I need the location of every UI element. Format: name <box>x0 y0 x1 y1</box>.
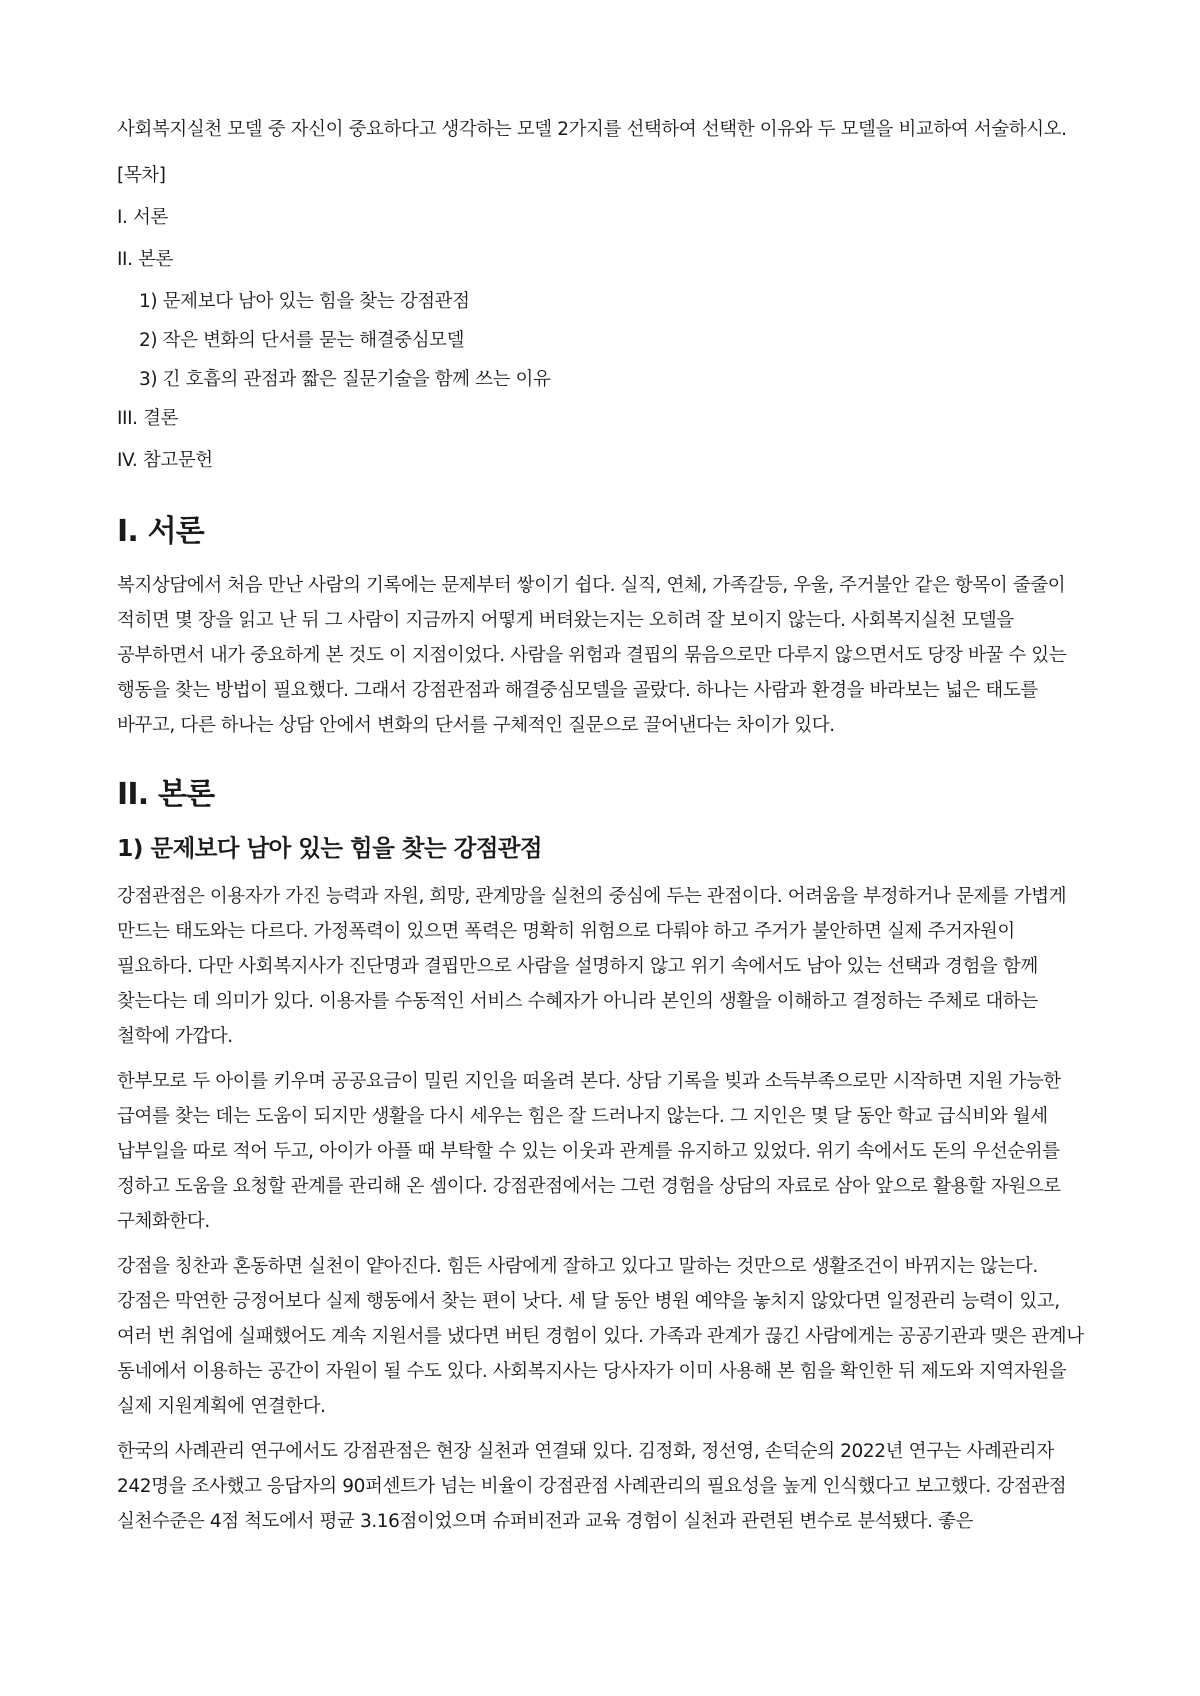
toc-subitem: 3) 긴 호흡의 관점과 짧은 질문기술을 함께 쓰는 이유 <box>139 369 551 390</box>
body-paragraph: 강점을 칭찬과 혼동하면 실천이 얕아진다. 힘든 사람에게 잘하고 있다고 말하는 것만으로 생활조건이 바뀌지는 않는다. 강점은 막연한 긍정어보다 실제 행동에서 찾는 편이 낫다. 세 달 동안 병원 예약을 놓치지 않았다면 일정관리 능력이 있고, 여러 번 취업에 실패했어도 계속 지원서를 냈다면 버틴 경험이 있다. 가족과 관계가 끊긴 사람에게는 공공기관과 맺은 관계나 동네에서 이용하는 공간이 자원이 될 수도 있다. 사회복지사는 당사자가 이미 사용해 본 힘을 확인한 뒤 제도와 지역자원을 실제 지원계획에 연결한다. <box>117 1256 1084 1417</box>
intro-heading: I. 서론 <box>117 514 204 549</box>
toc-subitem: 2) 작은 변화의 단서를 묻는 해결중심모델 <box>139 330 465 351</box>
body-paragraph: 한국의 사례관리 연구에서도 강점관점은 현장 실천과 연결돼 있다. 김정화, 정선영, 손덕순의 2022년 연구는 사례관리자 242명을 조사했고 응답자의 90퍼센트가 넘는 비율이 강점관점 사례관리의 필요성을 높게 인식했다고 보고했다. 강점관점 실천수준은 4점 척도에서 평균 3.16점이었으며 슈퍼비전과 교육 경험이 실천과 관련된 변수로 분석됐다. 좋은 <box>117 1441 1067 1532</box>
body-paragraph: 강점관점은 이용자가 가진 능력과 자원, 희망, 관계망을 실천의 중심에 두는 관점이다. 어려움을 부정하거나 문제를 가볍게 만드는 태도와는 다르다. 가정폭력이 있으면 폭력은 명확히 위험으로 다뤄야 하고 주거가 불안하면 실제 주거자원이 필요하다. 다만 사회복지사가 진단명과 결핍만으로 사람을 설명하지 않고 위기 속에서도 남아 있는 선택과 경험을 함께 찾는다는 데 의미가 있다. 이용자를 수동적인 서비스 수혜자가 아니라 본인의 생활을 이해하고 결정하는 주체로 대하는 철학에 가깝다. <box>117 886 1067 1047</box>
body-paragraph: 한부모로 두 아이를 키우며 공공요금이 밀린 지인을 떠올려 본다. 상담 기록을 빚과 소득부족으로만 시작하면 지원 가능한 급여를 찾는 데는 도움이 되지만 생활을 다시 세우는 힘은 잘 드러나지 않는다. 그 지인은 몇 달 동안 학교 급식비와 월세 납부일을 따로 적어 두고, 아이가 아플 때 부탁할 수 있는 이웃과 관계를 유지하고 있었다. 위기 속에서도 돈의 우선순위를 정하고 도움을 요청할 관계를 관리해 온 셈이다. 강점관점에서는 그런 경험을 상담의 자료로 삼아 앞으로 활용할 자원으로 구체화한다. <box>117 1071 1061 1232</box>
subsection-heading: 1) 문제보다 남아 있는 힘을 찾는 강점관점 <box>117 834 542 862</box>
table-of-contents <box>117 158 1085 478</box>
toc-title: [목차] <box>117 165 166 186</box>
body-heading: II. 본론 <box>117 777 215 812</box>
assignment-prompt: 사회복지실천 모델 중 자신이 중요하다고 생각하는 모델 2가지를 선택하여 선택한 이유와 두 모델을 비교하여 서술하시오. <box>117 119 1067 140</box>
intro-paragraph: 복지상담에서 처음 만난 사람의 기록에는 문제부터 쌓이기 쉽다. 실직, 연체, 가족갈등, 우울, 주거불안 같은 항목이 줄줄이 적히면 몇 장을 읽고 난 뒤 그 사람이 지금까지 어떻게 버텨왔는지는 오히려 잘 보이지 않는다. 사회복지실천 모델을 공부하면서 내가 중요하게 본 것도 이 지점이었다. 사람을 위험과 결핍의 묶음으로만 다루지 않으면서도 당장 바꿀 수 있는 행동을 찾는 방법이 필요했다. 그래서 강점관점과 해결중심모델을 골랐다. 하나는 사람과 환경을 바라보는 넓은 태도를 바꾸고, 다른 하나는 상담 안에서 변화의 단서를 구체적인 질문으로 끌어낸다는 차이가 있다. <box>117 575 1067 736</box>
toc-subitem: 1) 문제보다 남아 있는 힘을 찾는 강점관점 <box>139 291 470 312</box>
toc-item: II. 본론 <box>117 249 174 270</box>
toc-item: III. 결론 <box>117 408 179 429</box>
toc-item: I. 서론 <box>117 207 168 228</box>
toc-item: IV. 참고문헌 <box>117 450 213 471</box>
